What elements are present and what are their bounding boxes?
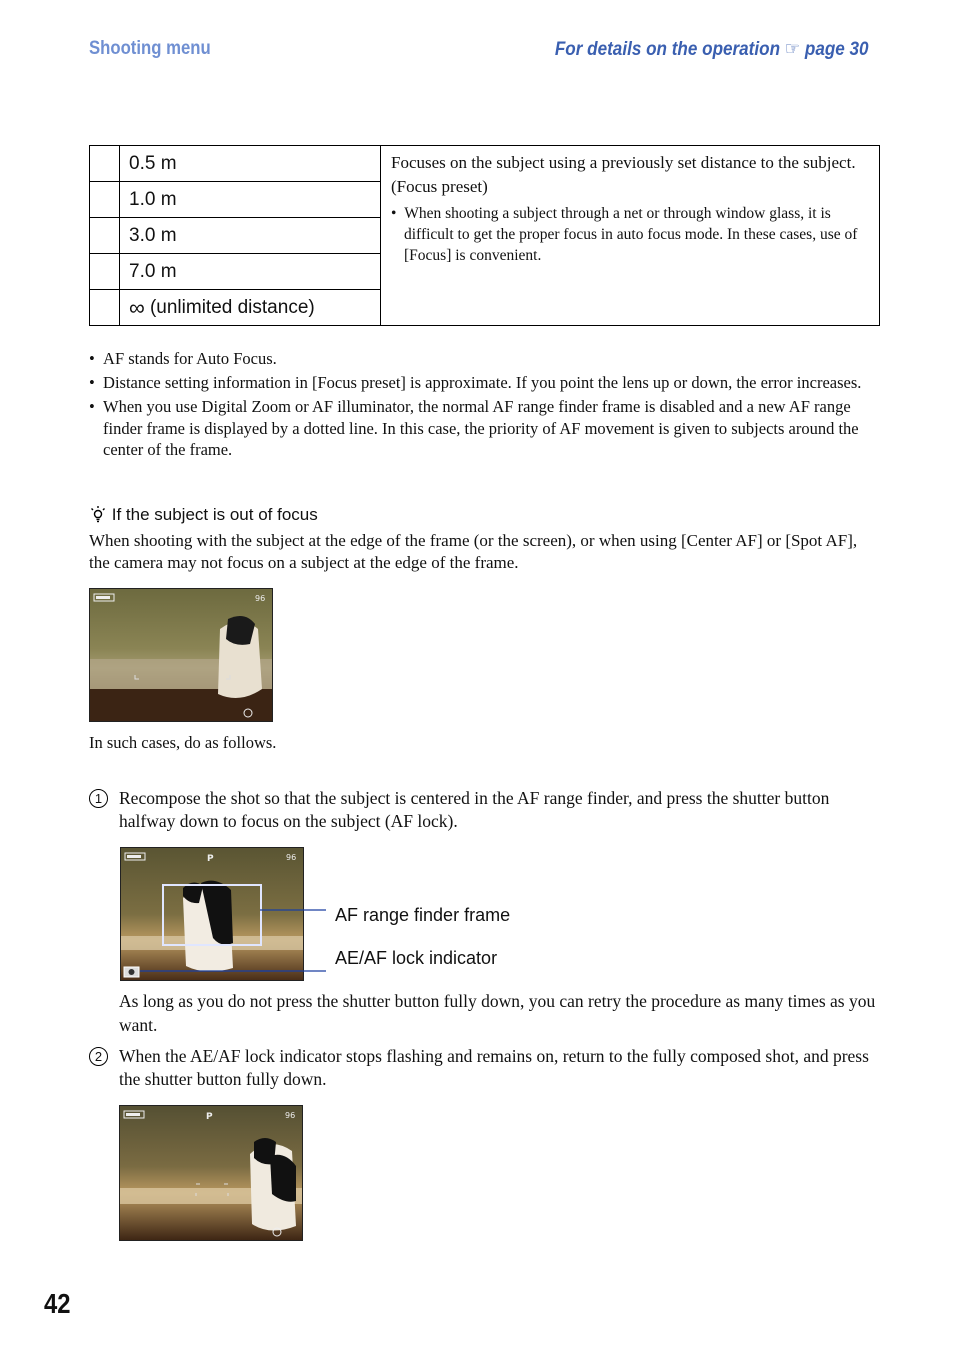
table-cell-blank (90, 146, 120, 182)
hand-pointer-icon: ☞ (785, 39, 801, 60)
distance-option: 3.0 m (120, 218, 381, 254)
distance-option-label: (unlimited distance) (149, 296, 315, 318)
camera-screen-out-of-focus (89, 588, 273, 722)
step-number-1: 1 (89, 789, 108, 808)
lightbulb-hint-icon (89, 505, 107, 523)
details-reference (555, 38, 869, 61)
svg-text:96: 96 (255, 594, 266, 603)
section-title: Shooting menu (89, 38, 211, 59)
svg-text:96: 96 (285, 1111, 296, 1120)
table-cell-blank (90, 254, 120, 290)
distance-option-infinity (120, 290, 381, 326)
table-cell-blank (90, 218, 120, 254)
camera-screen-composed (119, 1105, 303, 1241)
svg-text:96: 96 (286, 853, 297, 862)
step-1-text: Recompose the shot so that the subject is centered in the AF range finder, and press the shutter button halfway down to focus on the subject (AF lock). (119, 788, 830, 831)
tip-title: If the subject is out of focus (111, 505, 318, 524)
callout-ae-af-lock-indicator: AE/AF lock indicator (335, 948, 498, 968)
distance-option: 7.0 m (120, 254, 381, 290)
tip-heading (89, 505, 318, 525)
focus-description (381, 146, 880, 326)
note-item: • When you use Digital Zoom or AF illuminator, the normal AF range finder frame is disabled and a new AF range finder frame is displayed by a dotted line. In this case, the priority of AF movement is given to subjects around the center of the frame. (89, 397, 859, 459)
table-cell-blank (90, 290, 120, 326)
callout-lines (260, 905, 330, 975)
svg-text:P: P (207, 854, 214, 864)
svg-text:P: P (206, 1112, 213, 1122)
focus-description-bullet: • When shooting a subject through a net or through window glass, it is difficult to get the proper focus in auto focus mode. In these cases, use of [Focus] is convenient. (391, 205, 858, 264)
infinity-icon: ∞ (129, 294, 145, 320)
focus-preset-table (89, 145, 880, 326)
focus-description-text: Focuses on the subject using a previously set distance to the subject. (Focus preset) (391, 153, 856, 196)
step-2-text: When the AE/AF lock indicator stops flashing and remains on, return to the fully composed shot, and press the shutter button fully down. (119, 1046, 869, 1089)
note-item: • Distance setting information in [Focus preset] is approximate. If you point the lens up or down, the error increases. (89, 373, 862, 392)
table-cell-blank (90, 182, 120, 218)
page-number: 42 (44, 1288, 71, 1319)
callout-line-lock (140, 965, 270, 975)
distance-option: 0.5 m (120, 146, 381, 182)
tip-caption: In such cases, do as follows. (89, 733, 277, 752)
distance-option: 1.0 m (120, 182, 381, 218)
details-prefix: For details on the operation (555, 39, 781, 60)
notes-list (89, 348, 879, 463)
step-number-2: 2 (89, 1047, 108, 1066)
note-item: • AF stands for Auto Focus. (89, 349, 277, 368)
details-page-link[interactable]: page 30 (805, 39, 869, 60)
callout-af-range-finder-frame: AF range finder frame (335, 905, 511, 925)
tip-body: When shooting with the subject at the edge of the frame (or the screen), or when using [Center AF] or [Spot AF], the camera may not focus on a subject at the edge of the frame. (89, 531, 858, 572)
step-1-after-text: As long as you do not press the shutter button fully down, you can retry the procedure as many times as you want. (119, 991, 876, 1035)
